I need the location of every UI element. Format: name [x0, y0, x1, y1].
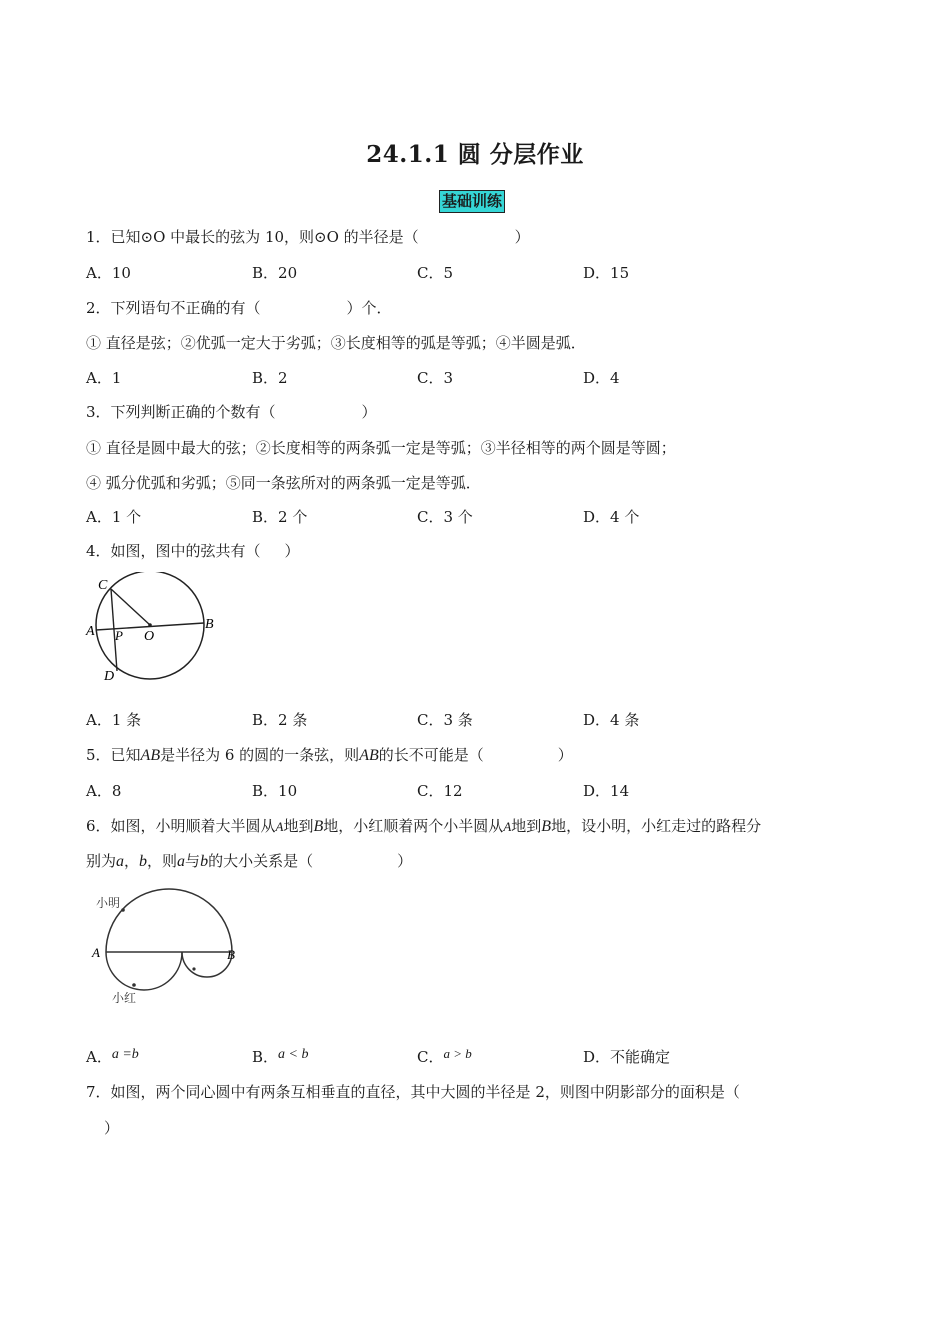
q4-label-o: O — [144, 629, 155, 644]
q6-option-b[interactable] — [252, 1046, 308, 1070]
q6-small-semicircle-1 — [106, 952, 182, 990]
q6-large-semicircle — [106, 889, 232, 952]
q4-label-d: D — [104, 669, 115, 684]
q4-label-p: P — [115, 628, 123, 643]
q6-option-c-prefix: C． — [417, 1048, 444, 1066]
q5-option-a[interactable]: A．8 — [86, 782, 122, 800]
q6-option-a[interactable] — [86, 1046, 139, 1070]
q6-text-5: 地，设小明，小红走过的路程分 — [551, 817, 762, 835]
q6-var-a-3: a — [177, 853, 186, 870]
q6-option-c-expr: a > b — [443, 1046, 472, 1061]
q6-label-xiaohong: 小红 — [112, 991, 137, 1005]
q6-text-4: 地到 — [511, 817, 542, 835]
q6-xiaoming-dot — [121, 908, 125, 912]
q6-label-a: A — [92, 945, 100, 960]
q4-label-c: C — [98, 578, 108, 593]
q6-text-10: ） — [397, 852, 413, 870]
section-badge: 基础训练 — [439, 190, 505, 213]
q3-stem-text: 3．下列判断正确的个数有（ — [86, 403, 276, 421]
q6-option-a-prefix: A． — [86, 1048, 112, 1066]
q6-label-xiaoming: 小明 — [96, 896, 121, 910]
question-6-stem-1 — [86, 815, 761, 838]
q4-option-c[interactable]: C．3 条 — [417, 711, 473, 729]
q3-statements-1: ① 直径是圆中最大的弦；②长度相等的两条弧一定是等弧；③半径相等的两个圆是等圆； — [86, 439, 676, 457]
page-title: 24.1.1 圆 分层作业 — [366, 141, 584, 168]
q6-mid-dot — [192, 967, 195, 970]
q2-stem-text: 2．下列语句不正确的有（ — [86, 299, 261, 317]
question-5-stem — [86, 744, 573, 767]
q6-text-6: 别为 — [86, 852, 117, 870]
q1-option-c[interactable]: C．5 — [417, 264, 454, 282]
q2-option-a[interactable]: A．1 — [86, 369, 122, 387]
q5-text-4: ） — [557, 746, 573, 764]
q5-var-ab-2: AB — [359, 747, 379, 764]
q1-stem-close: ） — [514, 228, 530, 246]
q5-text-3: 的长不可能是（ — [378, 746, 484, 764]
q4-option-d[interactable]: D．4 条 — [583, 711, 640, 729]
q6-option-a-expr: a =b — [111, 1047, 139, 1062]
q4-label-a: A — [86, 624, 95, 639]
q6-var-b: b — [139, 853, 148, 870]
q5-text-1: 5．已知 — [86, 746, 141, 764]
question-7-stem-2: ） — [104, 1119, 120, 1137]
q4-center-dot — [148, 623, 152, 627]
q6-text-9: 的大小关系是（ — [208, 852, 314, 870]
q3-option-c[interactable]: C．3 个 — [417, 508, 473, 526]
q5-option-d[interactable]: D．14 — [583, 782, 630, 800]
q4-stem-close: ） — [284, 542, 300, 560]
q3-option-b[interactable]: B．2 个 — [252, 508, 308, 526]
q6-option-b-expr: a < b — [278, 1047, 309, 1062]
q2-statements: ① 直径是弦；②优弧一定大于劣弧；③长度相等的弧是等弧；④半圆是弧． — [86, 334, 586, 352]
q6-label-b: B — [227, 947, 235, 962]
q3-option-a[interactable]: A．1 个 — [86, 508, 142, 526]
q5-text-2: 是半径为 6 的圆的一条弦，则 — [160, 746, 360, 764]
question-4-stem — [86, 540, 300, 562]
q3-option-d[interactable]: D．4 个 — [583, 508, 640, 526]
q4-label-b: B — [205, 617, 214, 632]
q6-small-semicircle-2 — [182, 952, 232, 977]
q4-option-b[interactable]: B．2 条 — [252, 711, 308, 729]
q1-stem-text: 1．已知⊙O 中最长的弦为 10，则⊙O 的半径是（ — [86, 228, 419, 246]
q6-var-b-2: B — [541, 818, 552, 835]
q2-option-d[interactable]: D．4 — [583, 369, 620, 387]
q6-var-a-1: A — [275, 819, 284, 834]
q1-option-b[interactable]: B．20 — [252, 264, 298, 282]
question-6-stem-2 — [86, 850, 412, 873]
q5-option-b[interactable]: B．10 — [252, 782, 298, 800]
q2-option-b[interactable]: B．2 — [252, 369, 288, 387]
q6-text-8: 与 — [185, 852, 201, 870]
q6-option-c[interactable] — [417, 1046, 472, 1069]
q6-var-a: a — [116, 853, 125, 870]
q6-text-1: 6．如图，小明顺着大半圆从 — [86, 817, 276, 835]
q6-option-b-prefix: B． — [252, 1048, 279, 1066]
question-1-stem — [86, 226, 530, 248]
q5-var-ab-1: AB — [140, 747, 161, 764]
q6-option-d[interactable]: D．不能确定 — [583, 1048, 671, 1066]
q4-segment-co — [111, 589, 150, 625]
q6-var-b-3: b — [200, 853, 209, 870]
q4-option-a[interactable]: A．1 条 — [86, 711, 142, 729]
q2-stem-close: ）个． — [346, 299, 392, 317]
q6-text-7: ，则 — [147, 852, 178, 870]
q6-text-3: 地，小红顺着两个小半圆从 — [323, 817, 504, 835]
q4-circle-figure — [84, 572, 224, 684]
question-2-stem — [86, 297, 392, 319]
q6-semicircle-figure — [86, 886, 242, 1008]
q6-xiaohong-dot — [132, 983, 136, 987]
question-7-stem-1: 7．如图，两个同心圆中有两条互相垂直的直径，其中大圆的半径是 2，则图中阴影部分的面积是（ — [86, 1083, 740, 1101]
q6-var-a-2: A — [503, 819, 512, 834]
q1-option-d[interactable]: D．15 — [583, 264, 630, 282]
q5-option-c[interactable]: C．12 — [417, 782, 463, 800]
q2-option-c[interactable]: C．3 — [417, 369, 454, 387]
question-3-stem — [86, 401, 377, 423]
q6-var-b-1: B — [313, 818, 324, 835]
q3-statements-2: ④ 弧分优弧和劣弧；⑤同一条弦所对的两条弧一定是等弧． — [86, 474, 481, 492]
q6-text-2: 地到 — [283, 817, 314, 835]
q3-stem-close: ） — [361, 403, 377, 421]
q1-option-a[interactable]: A．10 — [86, 264, 131, 282]
q6-comma: ， — [124, 852, 140, 870]
q4-stem-text: 4．如图，图中的弦共有（ — [86, 542, 261, 560]
